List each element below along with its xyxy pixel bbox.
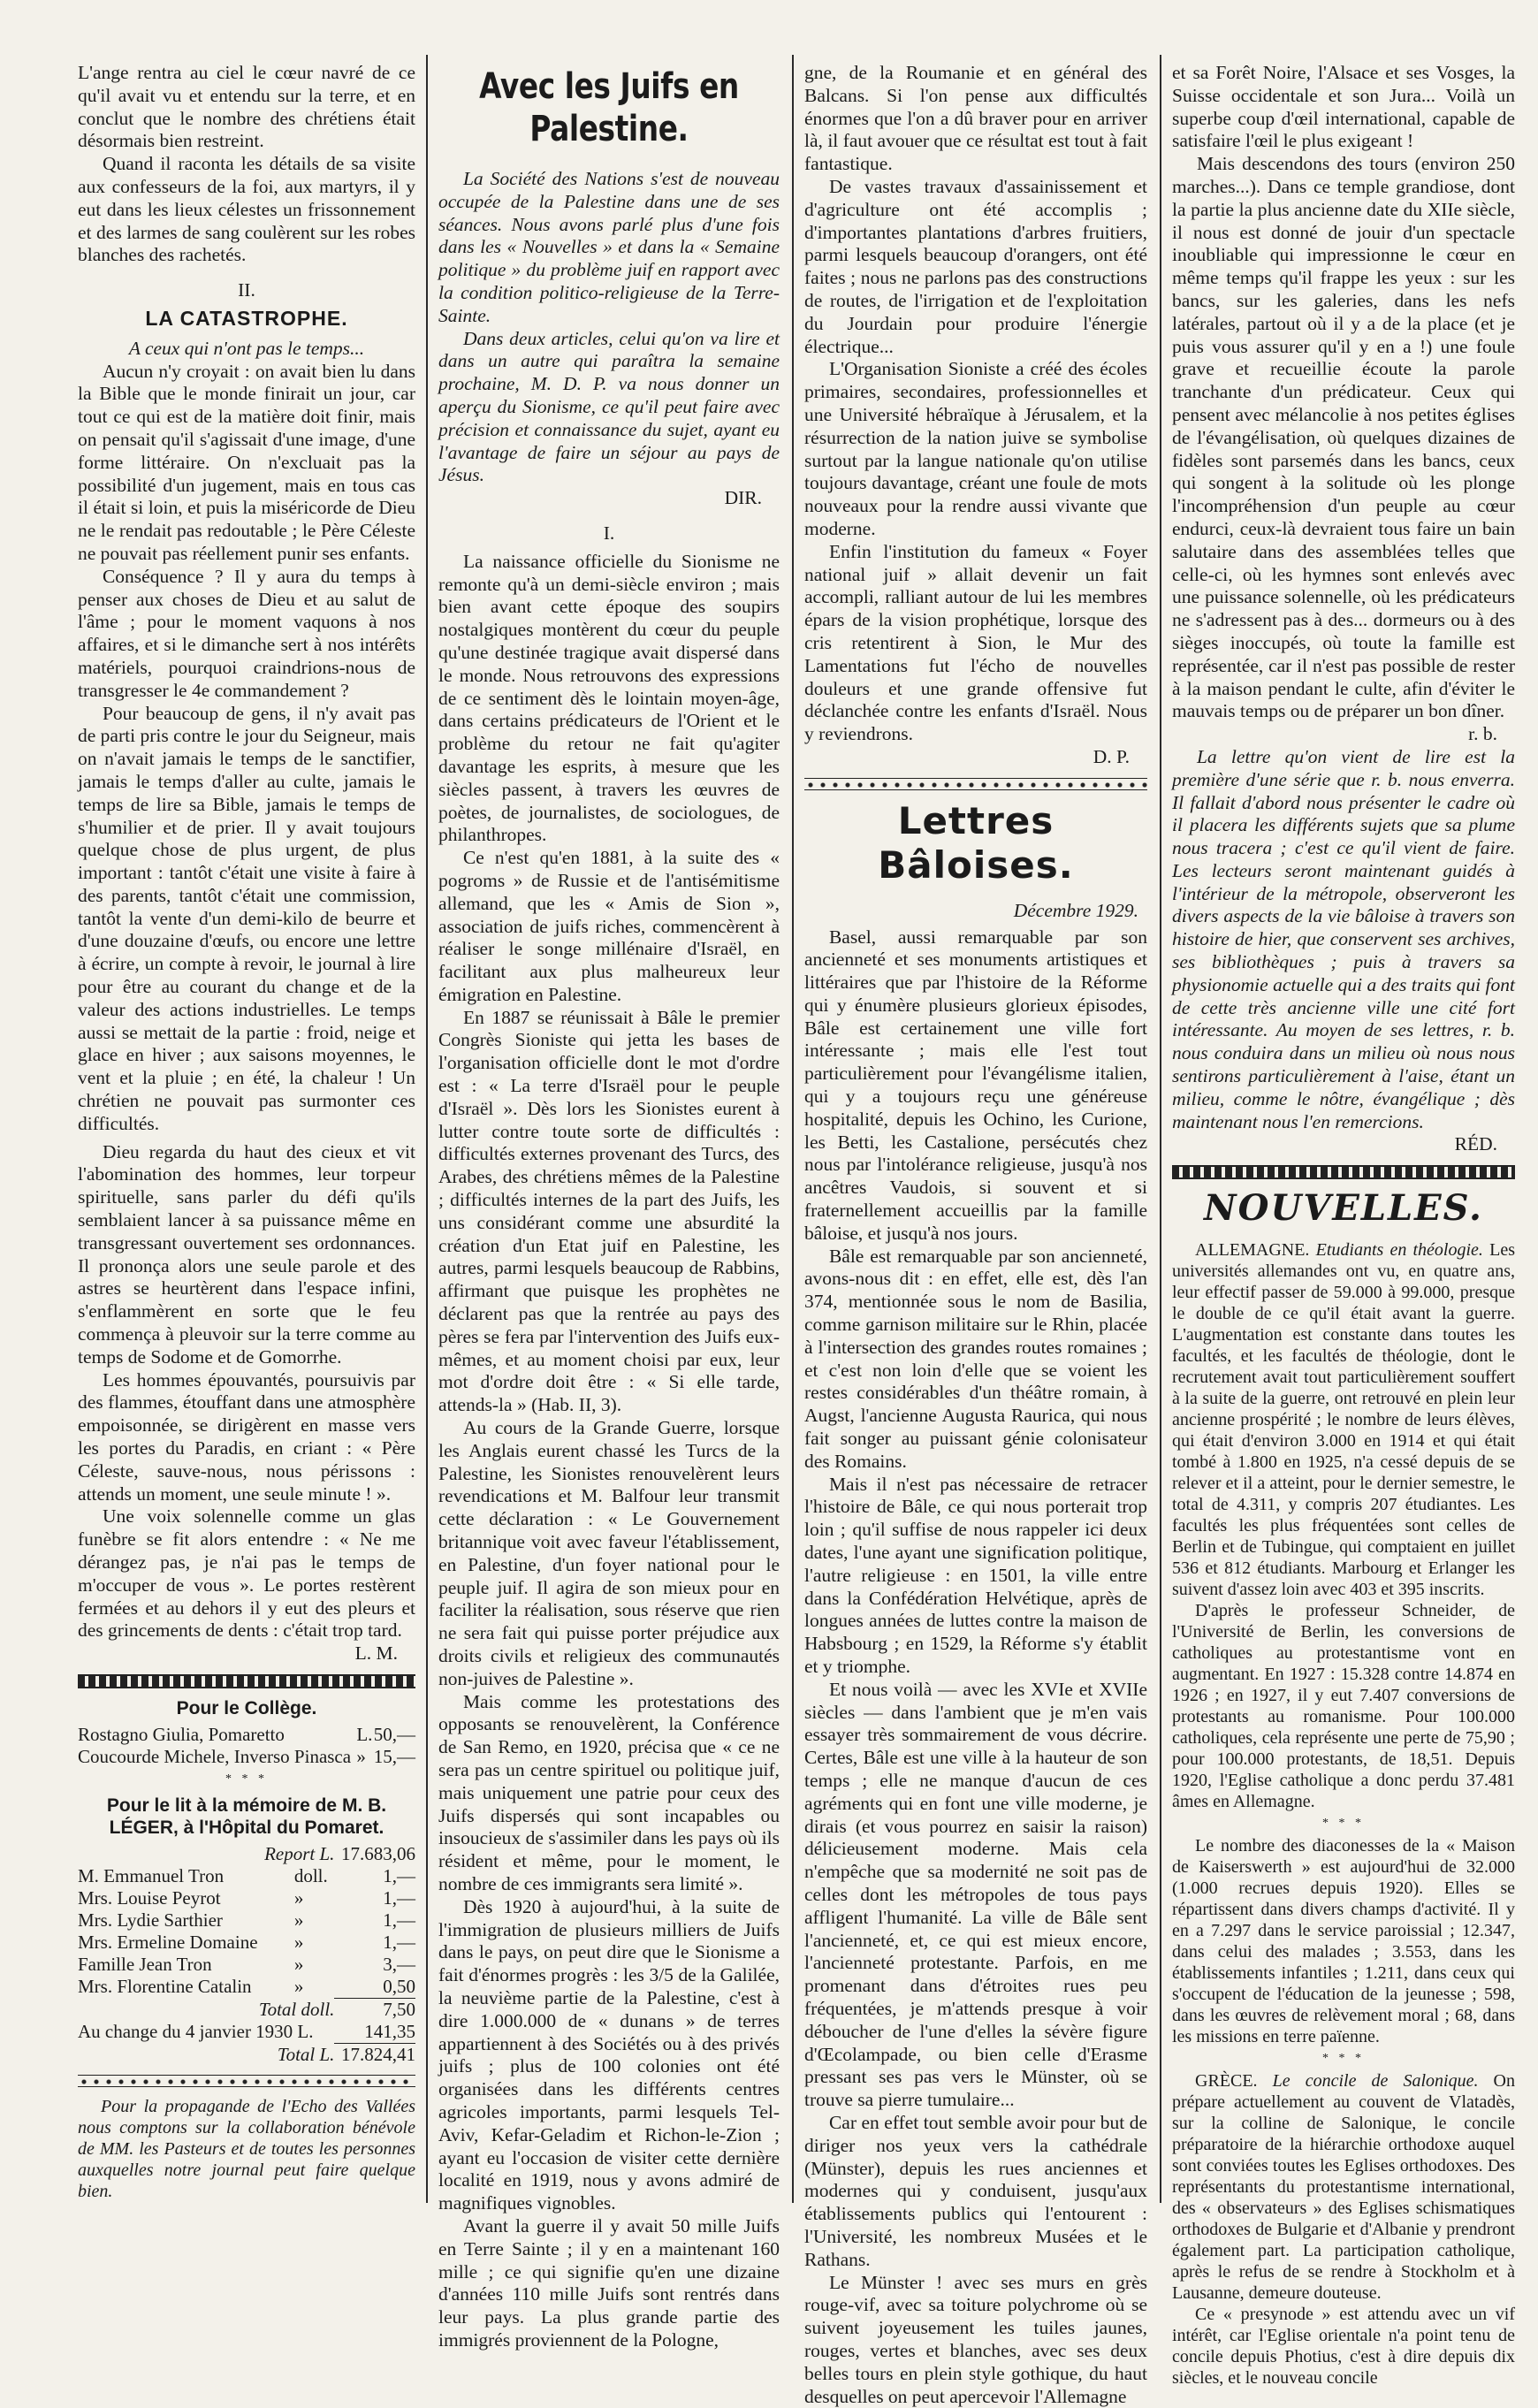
- total-doll-amount: 7,50: [334, 1999, 415, 2022]
- column-rule: [1160, 55, 1161, 2203]
- table-row: [78, 1887, 415, 1909]
- signature: r. b.: [1468, 723, 1497, 745]
- college-title: Pour le Collège.: [176, 1697, 317, 1718]
- separator-stars: * * *: [1322, 2052, 1365, 2066]
- news-paragraph: D'après le professeur Schneider, de l'Université de Berlin, les conversions de catholiques au protestantisme vont en augmentant. En 1927 : 15.328 contre 14.874 en 1926 ; en 1927, il y eut 7.407 conversions de protestants au romanisme. Pour 100.000 catholiques, cela représente une perte de 75,90 ; pour 100.000 protestants, de 18,51. Depuis 1920, l'Eglise catholique a donc perdu 37.481 âmes en Allemagne.: [1172, 1601, 1515, 1812]
- donor-unit: doll.: [293, 1865, 328, 1887]
- change-amount: 141,35: [364, 2021, 415, 2043]
- paragraph: La naissance officielle du Sionisme ne remonte qu'à un demi-siècle environ ; mais bien avant cette époque des soupirs nostalgiques montèrent du cœur du peuple qu'une destinée tragique avait dispersé dans le monde. Nous retrouvons des expressions de ce sentiment dès le lointain moyen-âge, dans certains prédicateurs de l'Orient et le problème du retour ne fait qu'agiter davantage les esprits, à mesure que les siècles passent, à travers les œuvres de poètes, de journalistes, de sociologues, de philanthropes.: [438, 550, 780, 846]
- table-row: [78, 2021, 415, 2044]
- total-l-amount: 17.824,41: [334, 2044, 415, 2067]
- news-title: Etudiants en théologie.: [1315, 1240, 1483, 1261]
- paragraph: Le Münster ! avec ses murs en grès rouge-vif, avec sa toiture polychrome où se suivent joyeusement les tuiles jaunes, rouges, vertes et blanches, avec ses deux belles tours en plein style gothique, du haut desquelles on peut apercevoir l'Allemagne: [804, 2271, 1147, 2407]
- paragraph: En 1887 se réunissait à Bâle le premier Congrès Sioniste qui jetta les bases de l'organisation officielle dont le mot d'ordre est : « La terre d'Israël pour le peuple d'Israël ». Dès lors les Sionistes eurent à lutter contre toute sorte de difficultés : difficultés externes provenant des Turcs, des Arabes, des chrétiens mêmes de la Palestine ; difficultés internes de la part des Juifs, les uns considérant comme une absurdité la création d'un Etat juif en Palestine, les autres, parmi lesquels beaucoup de Rabbins, affirmant que puisque les prophètes ne déclarent pas que la rentrée au pays des pères se fera par l'intervention des Juifs eux-mêmes, et au moment choisi par eux, leur mot d'ordre doit être : « Si elle tarde, attends-la » (Hab. II, 3).: [438, 1006, 780, 1416]
- news-title: Le concile de Salonique.: [1272, 2070, 1479, 2091]
- ornamental-divider: [804, 778, 1147, 790]
- news-country: GRÈCE.: [1195, 2070, 1258, 2091]
- donor-amount: 1,—: [383, 1865, 415, 1887]
- donor-unit: »: [293, 1887, 304, 1909]
- column-1: [78, 62, 415, 2201]
- donor-name: Mrs. Louise Peyrot: [78, 1887, 221, 1909]
- paragraph: Car en effet tout semble avoir pour but de diriger nos yeux vers la cathédrale (Münster), depuis les rues anciennes et modernes qui y conduisent, jusqu'aux établissements publics qui l'entourent : l'Université, les nombreux Musées et le Rathans.: [804, 2111, 1147, 2270]
- section-headline: NOUVELLES.: [1204, 1187, 1483, 1230]
- article-headline: Lettres Bâloises.: [878, 798, 1074, 887]
- donor-name: Famille Jean Tron: [78, 1954, 212, 1976]
- separator-stars: * * *: [1322, 1817, 1365, 1831]
- paragraph: De vastes travaux d'assainissement et d'agriculture ont été accomplis ; d'importantes plantations d'arbres fruitiers, parmi lesquels beaucoup d'orangers, ont été faites ; nous ne parlons pas des constructions de routes, de l'irrigation et de l'exploitation du Jourdain pour produire l'énergie électrique...: [804, 175, 1147, 357]
- column-rule: [426, 55, 428, 2203]
- donor-unit: »: [293, 1976, 304, 1998]
- article-date: Décembre 1929.: [1013, 899, 1138, 921]
- paragraph: Les hommes épouvantés, poursuivis par des flammes, étouffant dans une atmosphère empoisonnée, se dirigèrent en masse vers les portes du Paradis, en criant : « Père Céleste, sauve-nous, nous périssons : attends un moment, une seule minute ! ».: [78, 1368, 415, 1505]
- table-row: [78, 2044, 415, 2067]
- epigraph: A ceux qui n'ont pas le temps...: [128, 337, 365, 359]
- donor-amount: 50,—: [373, 1723, 415, 1745]
- paragraph: Quand il raconta les détails de sa visite aux confesseurs de la foi, aux martyrs, il y eut dans les lieux célestes un frissonnement et des larmes de sang coulèrent sur les robes blanches des rachetés.: [78, 153, 415, 266]
- paragraph: Mais il n'est pas nécessaire de retracer l'histoire de Bâle, ce qui nous porterait trop loin ; qu'il suffise de nous rappeler ici deux dates, l'une ayant une signification politique, l'autre religieuse : en 1501, la ville entre dans la Confédération Helvétique, après de longues années de luttes contre la maison de Habsbourg ; en 1529, la Réforme s'y établit et y triomphe.: [804, 1473, 1147, 1677]
- signature: DIR.: [724, 487, 762, 509]
- donor-unit: »: [293, 1932, 304, 1954]
- table-row: [78, 1932, 415, 1954]
- paragraph: Bâle est remarquable par son ancienneté, avons-nous dit : en effet, elle est, dès l'an 374, mentionnée sous le nom de Basilia, comme garnison militaire sur le Rhin, placée à l'intersection des grandes routes romaines ; et c'est non loin d'elle que se voient les restes considérables d'un théâtre romain, à Augst, l'ancienne Augusta Raurica, qui nous fait songer au puissant génie colonisateur des Romains.: [804, 1245, 1147, 1472]
- column-2: [438, 62, 780, 2351]
- signature: RÉD.: [1454, 1133, 1497, 1155]
- table-row: [78, 1954, 415, 1976]
- paragraph: Basel, aussi remarquable par son ancienneté et ses monuments artistiques et littéraires que par l'histoire de la Réforme qui y énumère plusieurs glorieux épisodes, Bâle est certainement une ville fort intéressante ; mais elle l'est tout particulièrement pour l'évangélisme italien, qui y a toujours reçu une généreuse hospitalité, depuis les Ochino, les Curione, les Betti, les Castalione, persécutés chez nous par l'intolérance religieuse, jusqu'à nos ancêtres Vaudois, si souvent et si fraternellement accueillis par la famille bâloise, et jusqu'à nos jours.: [804, 926, 1147, 1244]
- donor-name: M. Emmanuel Tron: [78, 1865, 225, 1887]
- donor-amount: 1,—: [383, 1932, 415, 1954]
- news-body: On prépare actuellement au couvent de Vlatadès, sur la colline de Salonique, le concile préparatoire de la hiérarchie orthodoxe auquel sont conviées toutes les Eglises orthodoxes. Des représentants du protestantisme international, des « observateurs » des Eglises schismatiques orthodoxes de Bulgarie et d'Albanie y prendront également part. La participation catholique, après le refus de se rendre à Stockholm et à Lausanne, demeure douteuse.: [1172, 2070, 1515, 2303]
- total-l-label: Total L.: [277, 2043, 335, 2065]
- table-row: [78, 1746, 415, 1768]
- article-headline: Avec les Juifs en Palestine.: [479, 66, 739, 149]
- table-row: [78, 1843, 415, 1865]
- donor-name: Mrs. Lydie Sarthier: [78, 1909, 223, 1932]
- paragraph: Mais comme les protestations des opposants se renouvelèrent, la Conférence de San Remo, en 1920, précisa que « ce ne sera pas un centre spirituel ou politique juif, mais uniquement une patrie pour ceux des Juifs dispersés qui sont incapables ou insoucieux de s'assimiler dans les pays où ils résident et même, pour le moment, le nombre de ces immigrants sera limité ».: [438, 1690, 780, 1894]
- news-country: ALLEMAGNE.: [1195, 1240, 1310, 1261]
- donor-name: Mrs. Florentine Catalin: [78, 1976, 252, 1998]
- donor-name: Coucourde Michele, Inverso Pinasca: [78, 1745, 352, 1767]
- report-label: Report L.: [264, 1843, 335, 1865]
- table-row: [78, 1999, 415, 2022]
- table-row: [78, 1865, 415, 1887]
- donor-unit: »: [293, 1909, 304, 1932]
- column-3: [804, 62, 1147, 2407]
- paragraph: Pour beaucoup de gens, il n'y avait pas de parti pris contre le jour du Seigneur, mais on n'avait jamais le temps de le sanctifier, jamais le temps d'aller au culte, jamais le temps de lire sa Bible, jamais le temps de s'humilier et de prier. Il y avait toujours quelque chose de plus urgent, de plus important : tantôt c'était une visite à faire à des parents, tantôt c'était une commission, tantôt la vente d'un demi-kilo de beurre et d'une douzaine d'œufs, ou encore une lettre à écrire, un compte à revoir, le journal à lire pour être au courant du change et de la valeur des actions industrielles. Le temps aussi se mettait de la partie : froid, neige et glace en hiver ; aux saisons moyennes, le vent et la pluie ; en été, la chaleur ! Un chrétien ne pouvait pas surmonter ces difficultés.: [78, 702, 415, 1134]
- paragraph: Conséquence ? Il y aura du temps à penser aux choses de Dieu et au salut de l'âme ; pour le moment vaquons à nos affaires, et si le dimanche sert à nos intérêts matériels, pourquoi craindrions-nous de transgresser le 4e commandement ?: [78, 565, 415, 701]
- propaganda-note: Pour la propagande de l'Echo des Vallées nous comptons sur la collaboration bénévole de MM. les Pasteurs et de toutes les personnes auxquelles notre journal peut faire quelque bien.: [78, 2097, 415, 2202]
- news-body: Les universités allemandes ont vu, en quatre ans, leur effectif passer de 59.000 à 99.000, presque le double de ce qu'il était avant la guerre. L'augmentation est constante dans toutes les facultés, et les facultés de théologie, dont le recrutement avait tout particulièrement souffert à la suite de la guerre, ont retrouvé en plein leur ancienne prospérité ; le nombre de leurs élèves, qui était d'environ 3.000 en 1914 et qui était tombé à 1.800 en 1925, n'a cessé depuis de se relever et il a atteint, pour le dernier semestre, le total de 4.311, y compris 207 étudiantes. Les facultés les plus fréquentées sont celles de Berlin et de Tubingue, qui comptaient en juillet 536 et 812 étudiants. Marbourg et Erlanger les suivent d'assez loin avec 403 et 395 inscrits.: [1172, 1240, 1515, 1600]
- table-row: [78, 1976, 415, 1999]
- section-heading: LA CATASTROPHE.: [145, 306, 348, 330]
- donor-amount: 0,50: [383, 1976, 415, 1998]
- signature: L. M.: [354, 1642, 398, 1665]
- paragraph: Dès 1920 à aujourd'hui, à la suite de l'immigration de plusieurs milliers de Juifs dans le pays, on peut dire que le Sionisme a fait d'énormes progrès : les 3/5 de la Galilée, la neuvième partie de la Palestine, c'est à dire 1.000.000 de « dunans » de terres appartiennent à des Sociétés ou à des privés juifs ; plus de 100 colonies ont été organisées dans les différents centres agricoles importants, parmi lesquels Tel-Aviv, Kefar-Geladim et Richon-le-Zion ; ayant eu l'occasion de visiter cette dernière localité en 1919, nous y avons admiré de magnifiques vignobles.: [438, 1895, 780, 2214]
- section-number: I.: [603, 522, 615, 544]
- change-label: Au change du 4 janvier 1930 L.: [78, 2021, 314, 2043]
- column-4: [1172, 62, 1515, 2388]
- donor-name: Mrs. Ermeline Domaine: [78, 1932, 258, 1954]
- college-donations-table: [78, 1724, 415, 1768]
- ornamental-divider: [78, 2075, 415, 2087]
- ornamental-divider: [1172, 1165, 1515, 1179]
- paragraph: Aucun n'y croyait : on avait bien lu dans la Bible que le monde finirait un jour, car tout ce qui est de la matière doit finir, mais on pensait qu'il s'agissait d'une image, d'une forme littéraire. On n'excluait pas la possibilité d'un jugement, mais en tous cas il était si loin, et puis la miséricorde de Dieu ne le rendait pas redoutable ; le Père Céleste ne pouvait pas réellement punir ses enfants.: [78, 360, 415, 564]
- paragraph: Enfin l'institution du fameux « Foyer national juif » allait devenir un fait accompli, ralliant autour de lui les membres épars de la vision prophétique, lorsque des cris retentirent à Sion, le Mur des Lamentations fut l'écho de nouvelles douleurs et une grande offensive fut déclanchée contre les enfants d'Israël. Nous y reviendrons.: [804, 540, 1147, 745]
- separator-stars: * * *: [225, 1772, 268, 1786]
- paragraph: L'ange rentra au ciel le cœur navré de ce qu'il avait vu et entendu sur la terre, et en conclut que le nombre des chrétiens était désormais bien restreint.: [78, 62, 415, 152]
- lit-title: Pour le lit à la mémoire de M. B. LÉGER, à l'Hôpital du Pomaret.: [106, 1795, 387, 1839]
- paragraph: Mais descendons des tours (environ 250 marches...). Dans ce temple grandiose, dont la partie la plus ancienne date du XIIe siècle, il nous est donné de jouir d'un spectacle inoubliable qui impressionne le cœur en même temps qu'il frappe les yeux : sur les bancs, sur les galeries, dans les nefs latérales, partout où il y a de la place (et je puis vous assurer qu'il y en a !) une foule grave et recueillie écoute la parole tranchante d'un prédicateur. Ceux qui pensent avec mélancolie à nos petites églises de l'évangélisation, où quelques dizaines de fidèles sont parsemés dans les bancs, ceux qui songent à la solitude où les plonge l'incompréhension d'un peuple au cœur endurci, ceux-là devraient tous faire un bain salutaire dans des assemblées telles que celle-ci, où les hymnes sont enlevés avec une puissance solennelle, où les prédicateurs ne s'adressent pas à des... dormeurs ou à des sièges inoccupés, où toute la famille est représentée, car il n'est pas possible de rester à la maison pendant le culte, afin d'éviter le mauvais temps ou de préparer un bon dîner.: [1172, 153, 1515, 722]
- paragraph: et sa Forêt Noire, l'Alsace et ses Vosges, la Suisse occidentale et son Jura... Voilà un superbe coup d'œil international, capable de satisfaire l'œil le plus exigeant !: [1172, 62, 1515, 152]
- paragraph: Ce n'est qu'en 1881, à la suite des « pogroms » de Russie et de l'antisémitisme allemand, que les « Amis de Sion », association de juifs riches, commencèrent à réaliser le songe millénaire d'Israël, en facilitant aux plus malheureux leur émigration en Palestine.: [438, 847, 780, 1005]
- donor-unit: »: [293, 1954, 304, 1976]
- lit-donations-table: [78, 1843, 415, 2066]
- column-rule: [792, 55, 794, 2203]
- signature: D. P.: [1093, 745, 1130, 767]
- donor-amount: 1,—: [383, 1909, 415, 1932]
- intro-paragraph: La Société des Nations s'est de nouveau occupée de la Palestine dans une de ses séances. Nous avons parlé plus d'une fois dans les « Nouvelles » et dans la « Semaine politique » du problème juif en rapport avec la condition politico-religieuse de la Terre-Sainte.: [438, 168, 780, 326]
- paragraph: Et nous voilà — avec les XVIe et XVIIe siècles — dans l'ambient que je m'en vais essayer très sommairement de vous décrire. Certes, Bâle est une ville à la hauteur de son temps ; elle ne manque d'aucun de ces agréments qui en font une ville moderne, je dirais (et vous pourrez en saisir la raison) délicieusement moderne. Mais cela n'empêche que sa modernité ne soit pas de celles dont les métropoles de tous pays affligent l'humanité. La ville de Bâle sent l'ancienneté, et, ce qui est mieux encore, l'ancienneté protestante. Parfois, en me promenant dans d'étroites rues peu fréquentées, je m'attends presque à voir déboucher de l'une d'elles la sévère figure d'Œcolampade, ou bien celle d'Erasme pressant ses pas vers le Münster, où se trouve sa pierre tumulaire...: [804, 1678, 1147, 2111]
- paragraph: Dieu regarda du haut des cieux et vit l'abomination des hommes, leur torpeur spirituelle, sans parler du défi qu'ils semblaient lancer à sa puissance même en transgressant ouvertement ses ordonnances. Il prononça alors une seule parole et des astres se heurtèrent dans l'espace infini, s'enflammèrent en sorte que le feu commença à pleuvoir sur la terre comme au temps de Sodome et de Gomorrhe.: [78, 1140, 415, 1368]
- paragraph: Une voix solennelle comme un glas funèbre se fit alors entendre : « Ne me dérangez pas, je n'ai pas le temps de m'occuper de vous ». Le portes restèrent fermées et au dehors il y eut des pleurs et des grincements de dents : c'était trop tard.: [78, 1505, 415, 1642]
- donor-unit: L.: [356, 1723, 373, 1745]
- intro-paragraph: Dans deux articles, celui qu'on va lire et dans un autre qui paraîtra la semaine prochaine, M. D. P. va nous donner un aperçu du Sionisme, ce qu'il peut faire avec précision et connaissance du sujet, ayant eu l'avantage de faire un séjour au pays de Jésus.: [438, 327, 780, 486]
- donor-amount: 3,—: [383, 1954, 415, 1976]
- total-doll-label: Total doll.: [258, 1998, 335, 2020]
- news-paragraph: Ce « presynode » est attendu avec un vif intérêt, car l'Eglise orientale n'a point tenu de concile depuis Photius, c'est à dire depuis dix siècles, et le nouveau concile: [1172, 2304, 1515, 2388]
- donor-amount: 15,—: [373, 1745, 415, 1767]
- donor-name: Rostagno Giulia, Pomaretto: [78, 1723, 285, 1745]
- paragraph: L'Organisation Sioniste a créé des écoles primaires, secondaires, professionnelles et une Université hébraïque à Jérusalem, et la résurrection de la nation juive se symbolise surtout par la langue nationale qu'on utilise toujours davantage, créant une foule de mots nouveaux pour la rendre aussi vivante que moderne.: [804, 358, 1147, 539]
- editor-note: La lettre qu'on vient de lire est la première d'une série que r. b. nous enverra. Il fallait d'abord nous présenter le cadre où il placera les différents sujets que sa plume nous tracera ; c'est ce qu'il vient de faire. Les lecteurs seront maintenant guidés à l'intérieur de la métropole, observeront les divers aspects de la vie bâloise à travers son histoire de hier, que conservent ses archives, ses bibliothèques ; puis à travers sa physionomie actuelle qui a des traits qui font de cette très ancienne ville une cité fort intéressante. Au moyen de ses lettres, r. b. nous conduira dans un milieu où nous nous sentirons particulièrement à l'aise, étant un milieu, comme le nôtre, évangélique ; dès maintenant nous l'en remercions.: [1172, 745, 1515, 1132]
- ornamental-divider: [78, 1674, 415, 1688]
- table-row: [78, 1909, 415, 1932]
- report-amount: 17.683,06: [341, 1843, 415, 1865]
- paragraph: gne, de la Roumanie et en général des Balcans. Si l'on pense aux difficultés énormes que l'on a dû braver pour en arriver là, il faut avouer que ce résultat est tout à fait fantastique.: [804, 62, 1147, 175]
- news-paragraph: Le nombre des diaconesses de la « Maison de Kaiserswerth » est aujourd'hui de 32.000 (1.000 recrues depuis 1920). Elles se répartissent dans divers champs d'activité. Il y en a 7.297 dans le service paroissial ; 12.347, dans celui des malades ; 3.553, dans les établissements infantiles ; 1.211, dans ceux qui s'occupent de l'éducation de la jeunesse ; 598, dans les œuvres de relèvement moral ; 68, dans les missions en terre païenne.: [1172, 1836, 1515, 2047]
- donor-amount: 1,—: [383, 1887, 415, 1909]
- donor-unit: »: [356, 1745, 366, 1767]
- paragraph: Au cours de la Grande Guerre, lorsque les Anglais eurent chassé les Turcs de la Palestine, les Sionistes renouvelèrent leurs revendications et M. Balfour leur transmit cette déclaration : « Le Gouvernement britannique voit avec faveur l'établissement, en Palestine, d'un foyer national pour le peuple juif. Il agira de son mieux pour en faciliter la réalisation, sous réserve que rien ne sera fait qui puisse porter préjudice aux droits civils et religieux des communautés non-juives de Palestine ».: [438, 1417, 780, 1689]
- paragraph: Avant la guerre il y avait 50 mille Juifs en Terre Sainte ; il y en a maintenant 160 mille ; ce qui signifie qu'en une dizaine d'années 110 mille Juifs sont rentrés dans leur pays. La plus grande partie des immigrés proviennent de la Pologne,: [438, 2214, 780, 2351]
- table-row: [78, 1724, 415, 1746]
- section-number: II.: [238, 279, 255, 301]
